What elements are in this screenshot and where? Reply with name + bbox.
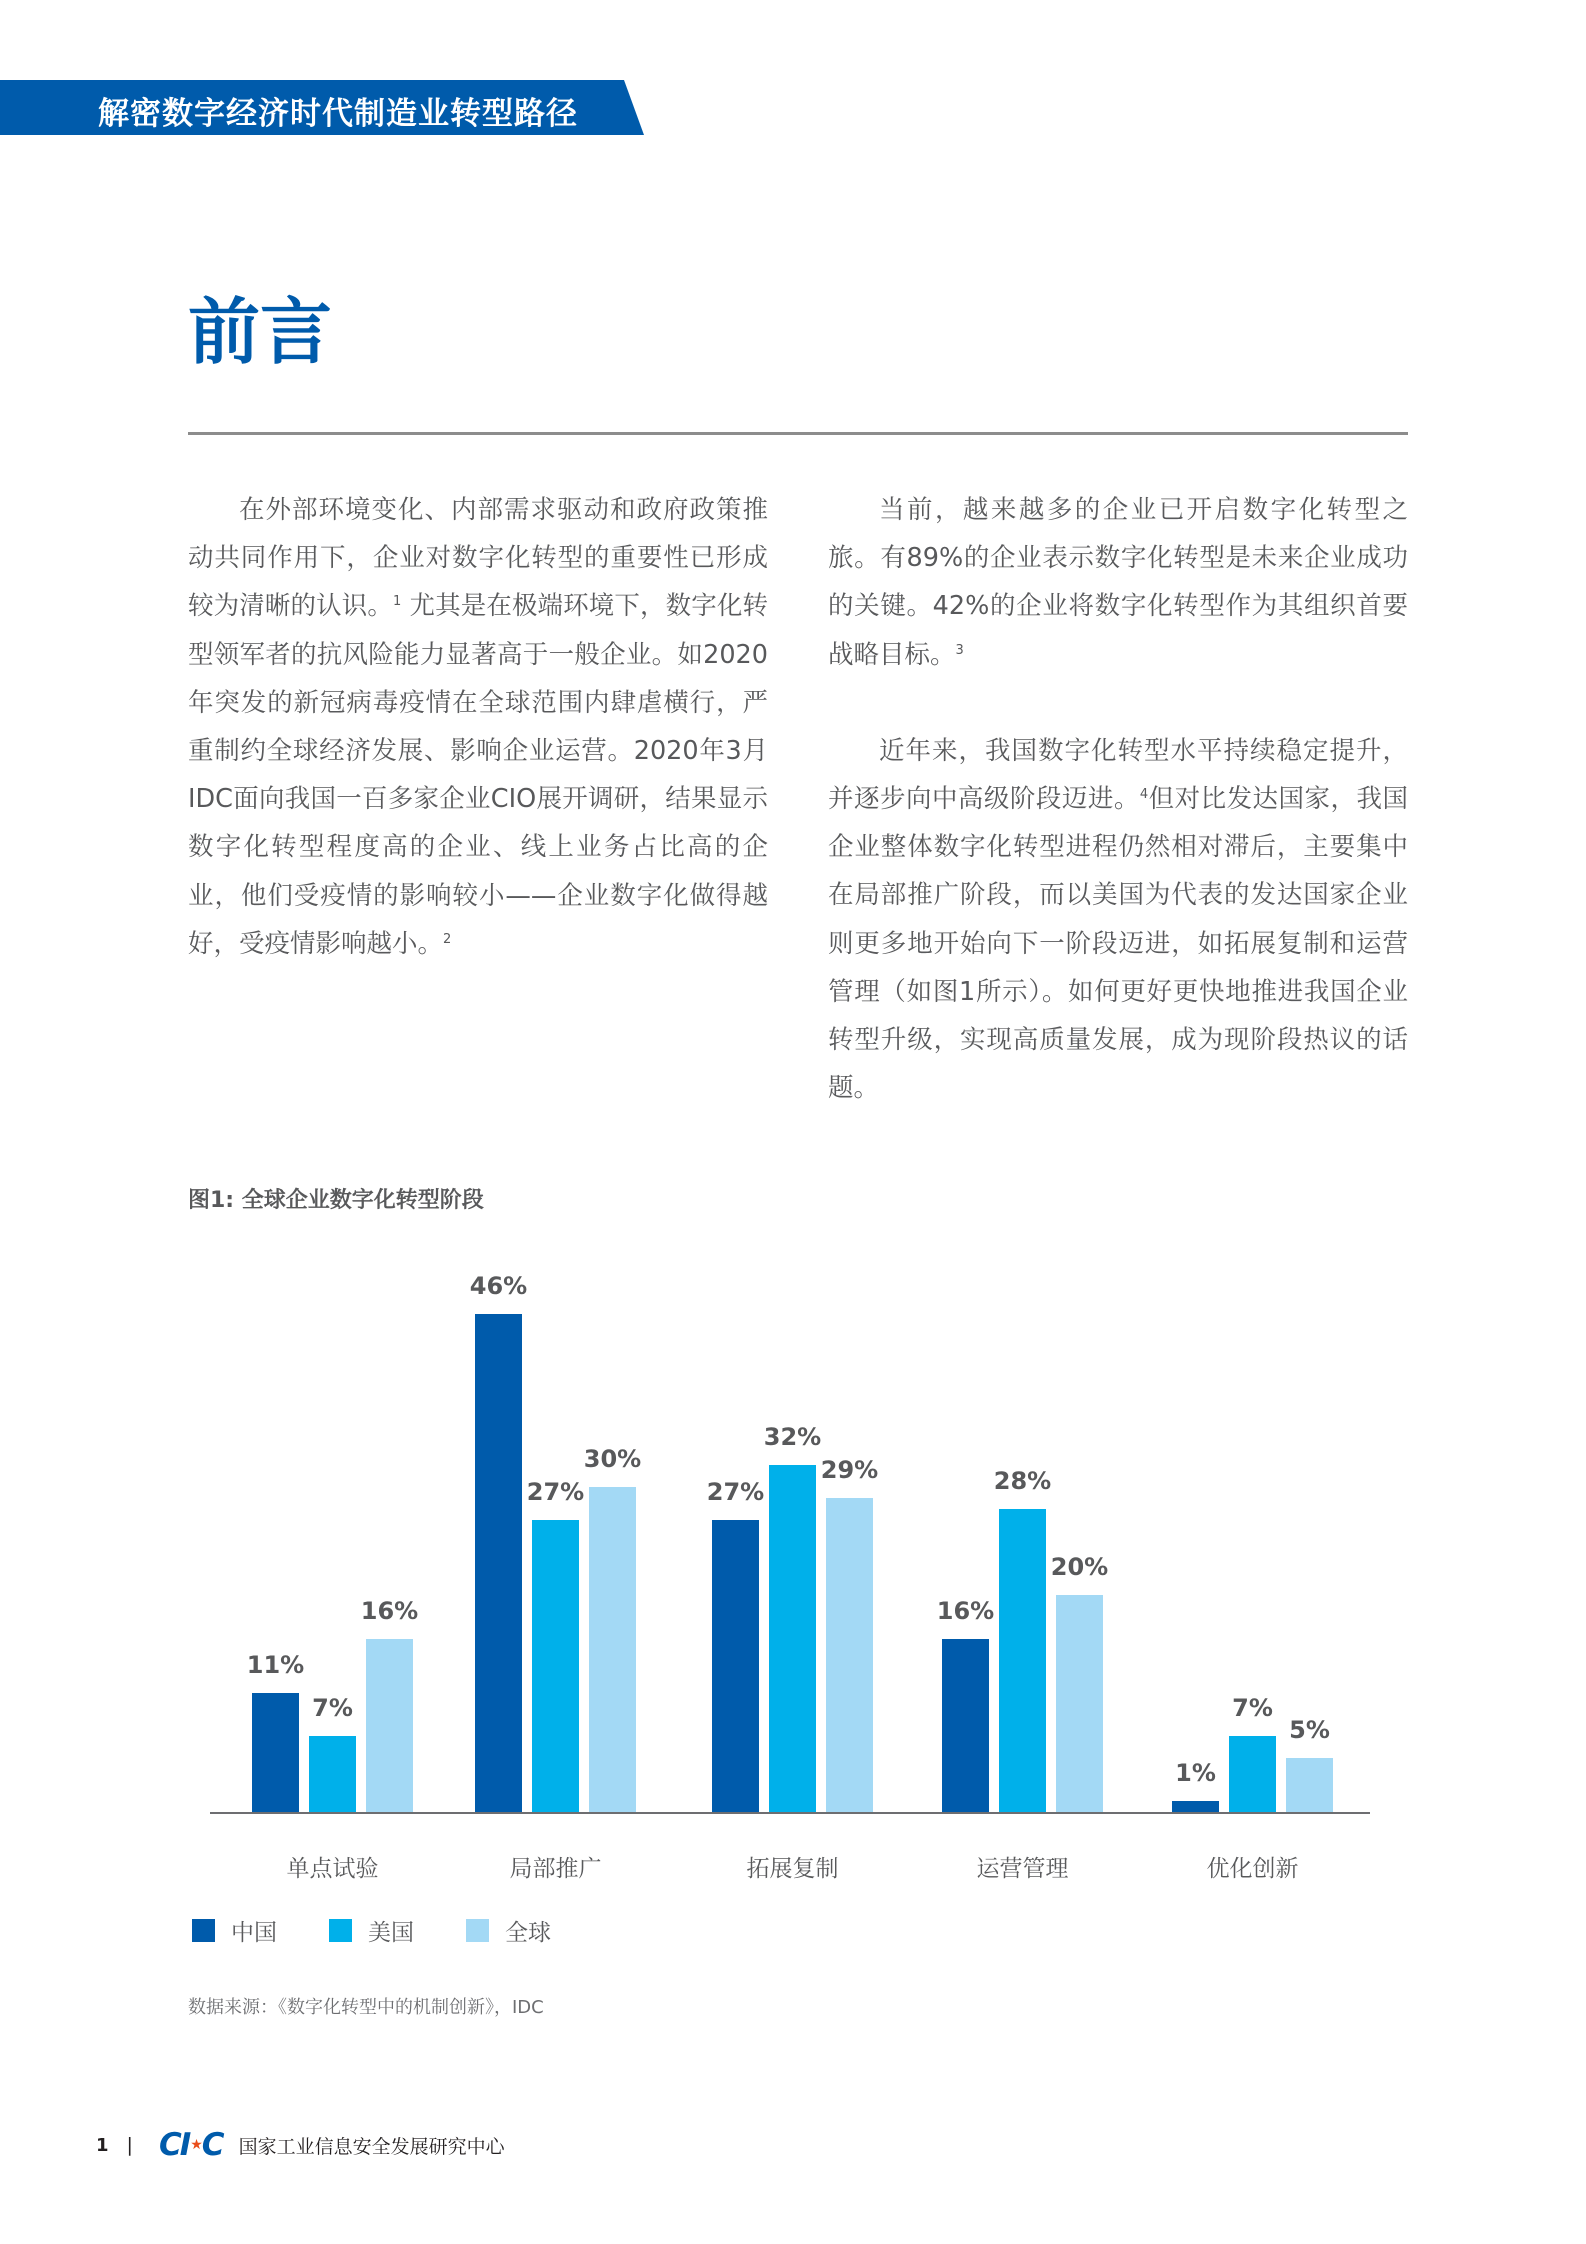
value-label: 20% [1050,1553,1109,1582]
footnote-ref: 4 [1139,787,1149,803]
category-label: 单点试验 [286,1856,379,1882]
bar [366,1639,413,1812]
paragraph-text: 近年来，我国数字化转型水平持续稳定提升，并逐步向中高级阶段迈进。 [828,735,1408,815]
value-label: 27% [706,1477,765,1506]
category-label: 拓展复制 [746,1856,839,1882]
footnote-ref: 3 [955,642,964,658]
footer-separator: | [126,2134,133,2156]
bar [1056,1595,1103,1812]
legend-swatch [466,1919,489,1942]
legend-label: 中国 [231,1920,277,1946]
category-label: 运营管理 [976,1856,1069,1882]
value-label: 16% [360,1596,419,1625]
page-footer [96,2127,505,2163]
page-number: 1 [96,2134,109,2156]
paragraph-text: 但对比发达国家，我国企业整体数字化转型进程仍然相对滞后，主要集中在局部推广阶段，而以美国为代表的发达国家企业则更多地开始向下一阶段迈进，如拓展复制和运营管理（如图1所示）。如何更好更快地推进我国企业转型升级，实现高质量发展，成为现阶段热议的话题。 [828,784,1408,1104]
value-label: 11% [246,1650,305,1679]
footnote-ref: 1 [392,594,402,610]
value-label: 32% [763,1423,822,1452]
value-label: 7% [1232,1694,1273,1723]
footnote-ref: 2 [443,931,452,947]
paragraph-text: 当前，越来越多的企业已开启数字化转型之旅。有89%的企业表示数字化转型是未来企业成功的关键。42%的企业将数字化转型作为其组织首要战略目标。 [828,495,1408,670]
bar [1286,1758,1333,1812]
chart-legend [192,1914,603,1947]
organization-name: 国家工业信息安全发展研究中心 [238,2135,505,2158]
legend-swatch [192,1919,215,1942]
value-label: 28% [993,1466,1052,1495]
legend-label: 美国 [368,1920,414,1946]
value-label: 27% [526,1477,585,1506]
logo-text: CI [158,2127,190,2163]
legend-swatch [329,1919,352,1942]
value-label: 30% [583,1445,642,1474]
legend-label: 全球 [505,1920,551,1946]
bar [475,1314,522,1812]
value-label: 29% [820,1455,879,1484]
bar [1172,1801,1219,1812]
value-label: 5% [1289,1715,1330,1744]
figure-title: 图1: 全球企业数字化转型阶段 [188,1188,484,1213]
bar [309,1736,356,1812]
legend-item-usa [329,1914,414,1947]
data-source: 数据来源：《数字化转型中的机制创新》，IDC [188,1997,544,2018]
bar [826,1498,873,1812]
bar [532,1520,579,1812]
category-label: 优化创新 [1206,1856,1299,1882]
value-label: 7% [312,1694,353,1723]
value-label: 16% [936,1596,995,1625]
bar [712,1520,759,1812]
logo-text: C [201,2127,223,2163]
paragraph-text: 尤其是在极端环境下，数字化转型领军者的抗风险能力显著高于一般企业。如2020年突发的新冠病毒疫情在全球范围内肆虐横行，严重制约全球经济发展、影响企业运营。2020年3月IDC面向我国一百多家企业CIO展开调研，结果显示数字化转型程度高的企业、线上业务占比高的企业，他们受疫情的影响较小——企业数字化做得越好，受疫情影响越小。 [188,591,768,959]
value-label: 1% [1175,1759,1216,1788]
bar [942,1639,989,1812]
category-label: 局部推广 [509,1856,602,1882]
legend-item-global [466,1914,551,1947]
x-axis [210,1812,1370,1814]
star-icon: ★ [190,2137,201,2153]
paragraph-text: 在外部环境变化、内部需求驱动和政府政策推动共同作用下，企业对数字化转型的重要性已形成较为清晰的认识。 [188,495,768,622]
page-title: 前言 [188,290,333,374]
banner-title: 解密数字经济时代制造业转型路径 [98,96,578,132]
cic-logo [159,2127,223,2163]
bar [1229,1736,1276,1812]
value-label: 46% [469,1271,528,1300]
legend-item-china [192,1914,277,1947]
bar [769,1465,816,1812]
bar [589,1487,636,1812]
